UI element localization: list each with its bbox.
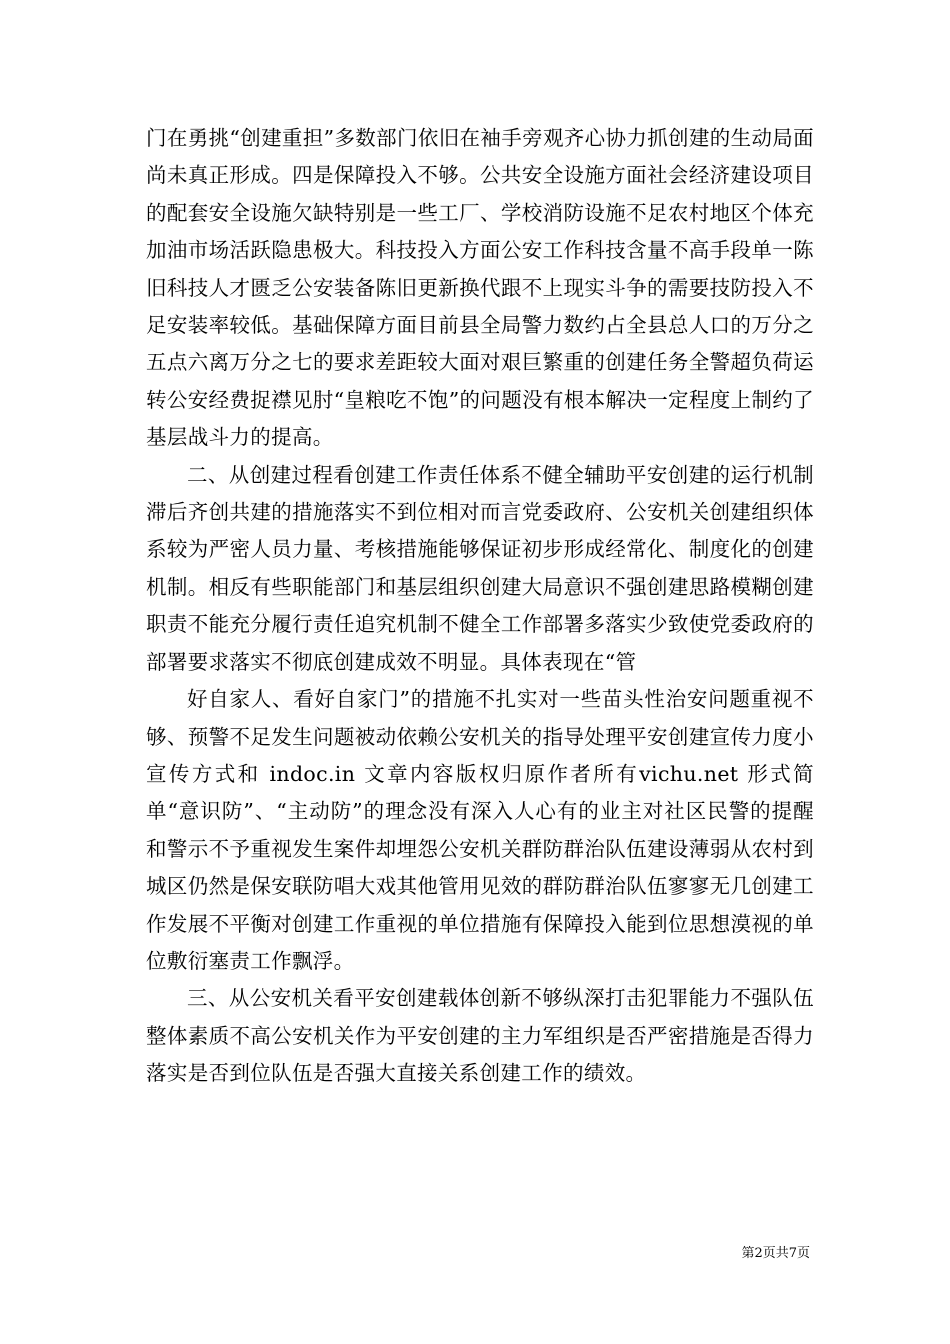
- document-body: [146, 120, 814, 1093]
- paragraph-continuation: 门在勇挑“创建重担”多数部门依旧在袖手旁观齐心协力抓创建的生动局面尚未真正形成。四是保障投入不够。公共安全设施方面社会经济建设项目的配套安全设施欠缺特别是一些工厂、学校消防设施不足农村地区个体充加油市场活跃隐患极大。科技投入方面公安工作科技含量不高手段单一陈旧科技人才匮乏公安装备陈旧更新换代跟不上现实斗争的需要技防投入不足安装率较低。基础保障方面目前县全局警力数约占全县总人口的万分之五点六离万分之七的要求差距较大面对艰巨繁重的创建任务全警超负荷运转公安经费捉襟见肘“皇粮吃不饱”的问题没有根本解决一定程度上制约了基层战斗力的提高。: [146, 126, 815, 450]
- paragraph-section-two-detail: 好自家人、看好自家门”的措施不扎实对一些苗头性治安问题重视不够、预警不足发生问题被动依赖公安机关的指导处理平安创建宣传力度小宣传方式和 indoc.in 文章内容版权归原作者所有vichu.net 形式简单“意识防”、“主动防”的理念没有深入人心有的业主对社区民警的提醒和警示不予重视发生案件却埋怨公安机关群防群治队伍建设薄弱从农村到城区仍然是保安联防唱大戏其他管用见效的群防群治队伍寥寥无几创建工作发展不平衡对创建工作重视的单位措施有保障投入能到位思想漠视的单位敷衍塞责工作飘浮。: [146, 687, 814, 973]
- page-number: 第2页共7页: [741, 1246, 810, 1261]
- paragraph-section-three: 三、从公安机关看平安创建载体创新不够纵深打击犯罪能力不强队伍整体素质不高公安机关作为平安创建的主力军组织是否严密措施是否得力落实是否到位队伍是否强大直接关系创建工作的绩效。: [146, 986, 814, 1086]
- paragraph-section-two: 二、从创建过程看创建工作责任体系不健全辅助平安创建的运行机制滞后齐创共建的措施落实不到位相对而言党委政府、公安机关创建组织体系较为严密人员力量、考核措施能够保证初步形成经常化、制度化的创建机制。相反有些职能部门和基层组织创建大局意识不强创建思路模糊创建职责不能充分履行责任追究机制不健全工作部署多落实少致使党委政府的部署要求落实不彻底创建成效不明显。具体表现在“管: [146, 462, 814, 674]
